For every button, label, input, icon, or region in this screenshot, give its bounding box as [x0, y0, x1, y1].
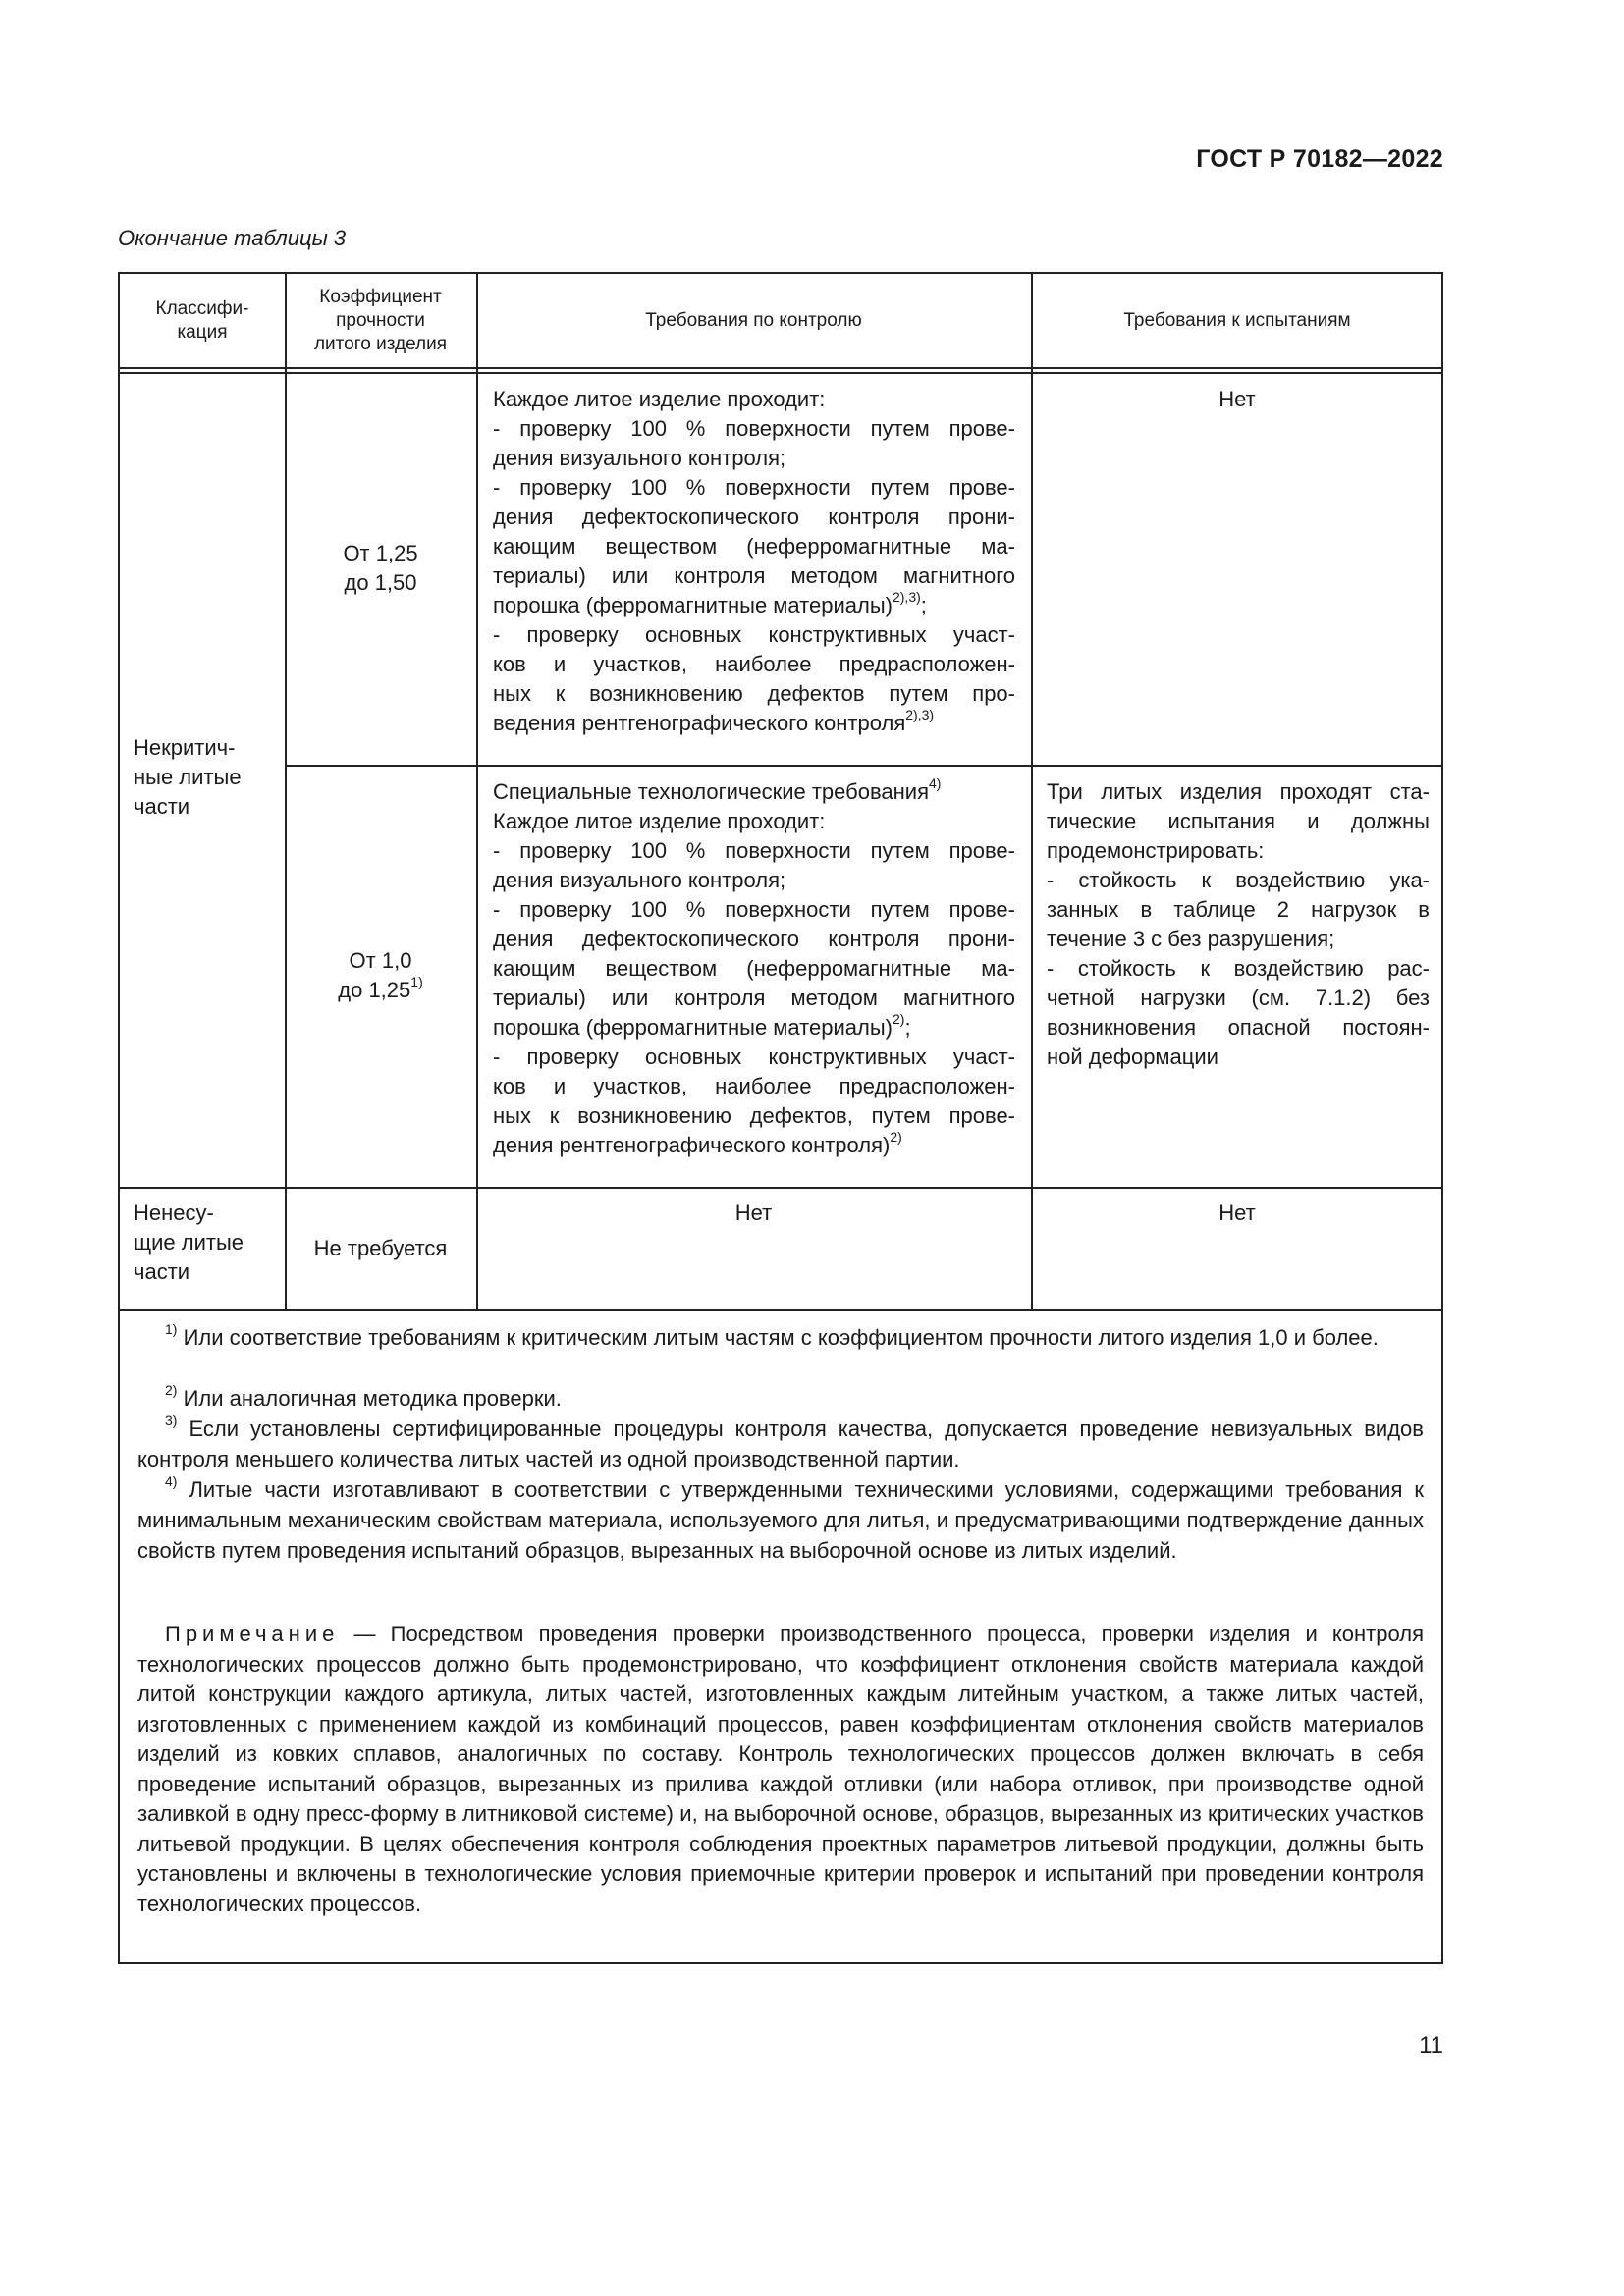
footnote-4: $^{4)}$ Литые части изготавливают в соответствии с утвержденными техническими условиями, содержащими требования к минимальным механическим свойствам материала, используемого для литья, и предусматривающими подтверждение данных свойств путем проведения испытаний образцов, вырезанных на выборочной основе из литых изделий. [137, 1472, 1424, 1563]
header-divider [120, 367, 1443, 369]
header-testing-requirements: Требования к испытаниям [1123, 309, 1351, 331]
col-divider-2 [476, 274, 478, 1309]
header-coefficient: Коэффициент прочности литого изделия [313, 286, 448, 354]
header-control-requirements: Требования по контролю [645, 309, 862, 331]
testing-row2: Три литых изделия проходят ста- тические испытания и должны продемонстрировать: - стойкость к воздействию ука- занных в таблице 2 нагрузок в течение 3 с без разрушения; - стойкость к воздействию рас- четной нагрузки (см. 7.1.2) без возникновения опасной постоян- ной деформации [1047, 779, 1430, 1069]
footnote-2: $^{2)}$ Или аналогичная методика проверки. [165, 1381, 562, 1411]
coefficient-row2: От 1,0 до 1,25$^{1)}$ [338, 948, 423, 1002]
table-body-bottom [120, 1309, 1443, 1311]
footnote-3: $^{3)}$ Если установлены сертифицированные процедуры контроля качества, допускается проведение невизуальных видов контроля меньшего количества литых частей из одной производственной партии. [137, 1412, 1424, 1471]
testing-row1: Нет [1218, 387, 1256, 411]
control-row3: Нет [734, 1201, 773, 1225]
header-classification: Классифи- кация [155, 297, 249, 343]
page-number: 11 [1419, 2032, 1443, 2058]
footnote-1: $^{1)}$ Или соответствие требованиям к критическим литым частям с коэффициентом прочности литого изделия 1,0 и более. [165, 1320, 1379, 1350]
table-caption: Окончание таблицы 3 [118, 226, 347, 250]
coefficient-row3: Не требуется [313, 1235, 448, 1260]
coefficient-row1: От 1,25 до 1,50 [343, 541, 418, 595]
document-code: ГОСТ Р 70182—2022 [1196, 145, 1443, 173]
note-label: Примечание [165, 1622, 340, 1646]
col-divider-3 [1031, 274, 1033, 1309]
classification-nonbearing: Ненесу- щие литые части [134, 1201, 244, 1284]
control-row2: Специальные технологические требования$^{4)}$ Каждое литое изделие проходит: - проверку 100 % поверхности путем прове- дения визуального контроля; - проверку 100 % поверхности путем прове- дения дефектоскопического контроля прони- кающим веществом (неферромагнитные ма- териалы) или контроля методом магнитного порошка (ферромагнитные материалы)$^{2)}$; - проверку основных конструктивных участ- ков и участков, наиболее предрасположен- ных к возникновению дефектов, путем прове- дения рентгенографического контроля)$^{2)}$ [493, 774, 1015, 1157]
classification-noncritical: Некритич- ные литые части [134, 735, 242, 819]
note [137, 1620, 1424, 1919]
note-text: — Посредством проведения проверки производственного процесса, проверки изделия и контроля технологических процессов должно быть продемонстрировано, что коэффициент отклонения свойств материала каждой литой конструкции каждого артикула, литых частей, изготовленных каждым литейным участком, а также литых частей, изготовленных с применением каждой из комбинаций процессов, равен коэффициентам отклонения свойств материалов изделий из ковких сплавов, аналогичных по составу. Контроль технологических процессов должен включать в себя проведение испытаний образцов, вырезанных из прилива каждой отливки (или набора отливок, при производстве одной заливкой в одну пресс-форму в литниковой системе) и, на выборочной основе, образцов, вырезанных из критических участков литьевой продукции. В целях обеспечения контроля соблюдения проектных параметров литьевой продукции, должны быть установлены и включены в технологические условия приемочные критерии проверок и испытаний при проведении контроля технологических процессов. [137, 1622, 1424, 1916]
control-row1: Каждое литое изделие проходит: - проверку 100 % поверхности путем прове- дения визуального контроля; - проверку 100 % поверхности путем прове- дения дефектоскопического контроля прони- кающим веществом (неферромагнитные ма- териалы) или контроля методом магнитного порошка (ферромагнитные материалы)$^{2),3)}$; - проверку основных конструктивных участ- ков и участков, наиболее предрасположен- ных к возникновению дефектов путем про- ведения рентгенографического контроля$^{2),3)}$ [493, 387, 1015, 735]
testing-row3: Нет [1218, 1201, 1256, 1225]
